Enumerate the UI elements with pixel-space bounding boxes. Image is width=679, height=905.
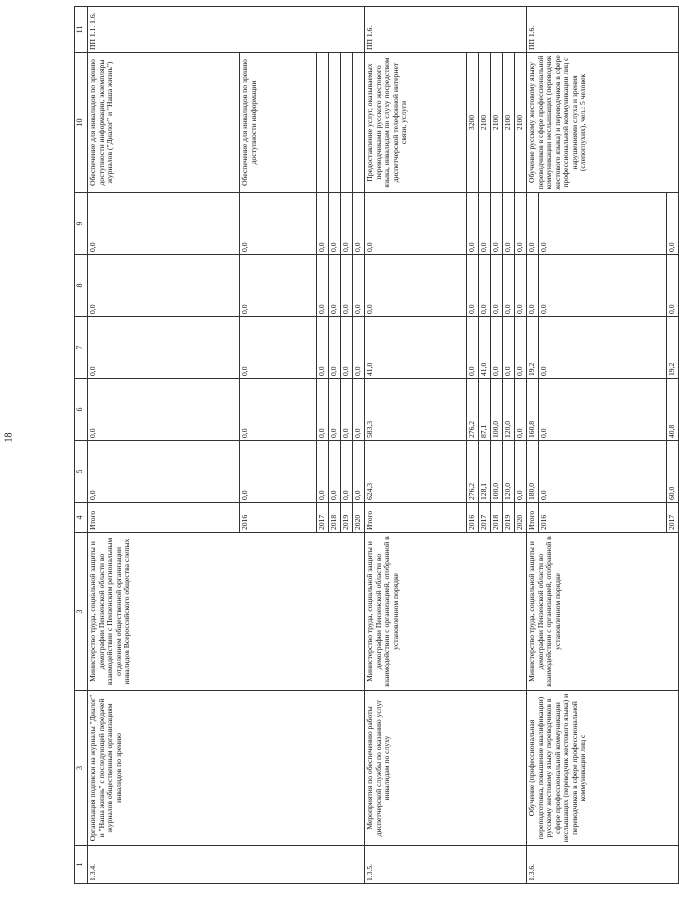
header-row	[75, 7, 88, 884]
value-cell: 100,0	[491, 379, 503, 441]
value-cell: 0,0	[353, 317, 365, 379]
value-cell: 0,0	[491, 255, 503, 317]
year-cell: 2020	[515, 503, 527, 533]
indicator-cell: Обеспечение для инвалидов по зрению доступности информации	[240, 53, 317, 193]
value-cell: 160,8	[527, 379, 539, 441]
value-cell: 128,1	[479, 441, 491, 503]
header-cell: 11	[75, 7, 88, 53]
value-cell: 0,0	[353, 441, 365, 503]
value-cell: 0,0	[353, 255, 365, 317]
value-cell: 0,0	[240, 193, 317, 255]
table-row	[527, 7, 539, 884]
header-cell: 8	[75, 255, 88, 317]
executor: Министерство труда, социальной защиты и демографии Пензенской области во взаимодействии с организацией, отобранной в установленном порядке	[527, 533, 679, 691]
value-cell: 0,0	[88, 317, 240, 379]
indicator-cell: 2100	[515, 53, 527, 193]
program-table	[74, 6, 679, 884]
value-cell: 0,0	[329, 379, 341, 441]
value-cell: 0,0	[539, 193, 667, 255]
value-cell: 0,0	[479, 193, 491, 255]
header-cell: 3	[75, 691, 88, 846]
year-cell: 2019	[503, 503, 515, 533]
value-cell: 0,0	[341, 255, 353, 317]
item-number: 1.3.6.	[527, 846, 679, 884]
year-cell: 2018	[491, 503, 503, 533]
value-cell: 0,0	[317, 255, 329, 317]
header-cell: 6	[75, 379, 88, 441]
header-cell: 7	[75, 317, 88, 379]
value-cell: 0,0	[240, 441, 317, 503]
value-cell: 0,0	[467, 193, 479, 255]
value-cell: 180,0	[527, 441, 539, 503]
value-cell: 0,0	[539, 317, 667, 379]
value-cell: 0,0	[365, 193, 467, 255]
value-cell: 0,0	[317, 317, 329, 379]
value-cell: 0,0	[515, 255, 527, 317]
value-cell: 0,0	[240, 255, 317, 317]
value-cell: 120,0	[503, 379, 515, 441]
indicator-cell: Обеспечение для инвалидов по зрению доступности информации, экземпляры журналов ("Диалог" и "Наша жизнь")	[88, 53, 240, 193]
value-cell: 0,0	[491, 193, 503, 255]
program-code: ПП 1.6.	[527, 7, 679, 53]
program-code: ПП 1.1. 1.6.	[88, 7, 365, 53]
indicator-cell: Предоставление услуг, оказываемых переводчиками русского жестового языка, инвалидам по слуху посредством диспетчерской телефонной интернет связи, услуги	[365, 53, 467, 193]
value-cell: 0,0	[539, 379, 667, 441]
header-cell: 5	[75, 441, 88, 503]
event-description: Мероприятия по обеспечению работы диспетчерской службы по оказанию услуг инвалидам по слуху	[365, 691, 527, 846]
value-cell: 0,0	[329, 255, 341, 317]
indicator-cell	[329, 53, 341, 193]
indicator-cell: 2100	[503, 53, 515, 193]
year-cell: 2017	[667, 503, 679, 533]
year-cell: Итого	[88, 503, 240, 533]
value-cell: 0,0	[527, 255, 539, 317]
value-cell: 41,0	[479, 317, 491, 379]
value-cell: 0,0	[365, 255, 467, 317]
value-cell: 19,2	[527, 317, 539, 379]
executor: Министерство труда, социальной защиты и демографии Пензенской области во взаимодействии с Пензенским региональным отделением общественной организации инвалидов Всероссийского общества слепых	[88, 533, 365, 691]
value-cell: 0,0	[329, 441, 341, 503]
year-cell: 2018	[329, 503, 341, 533]
indicator-cell	[317, 53, 329, 193]
value-cell: 0,0	[515, 441, 527, 503]
value-cell: 0,0	[667, 255, 679, 317]
value-cell: 0,0	[491, 317, 503, 379]
indicator-cell: 3200	[467, 53, 479, 193]
value-cell: 0,0	[88, 255, 240, 317]
year-cell: 2016	[467, 503, 479, 533]
value-cell: 0,0	[467, 317, 479, 379]
value-cell: 0,0	[467, 255, 479, 317]
header-cell: 1	[75, 846, 88, 884]
value-cell: 19,2	[667, 317, 679, 379]
value-cell: 0,0	[515, 317, 527, 379]
value-cell: 0,0	[341, 441, 353, 503]
value-cell: 0,0	[341, 193, 353, 255]
page-number: 18	[3, 432, 15, 443]
value-cell: 0,0	[353, 193, 365, 255]
year-cell: 2020	[353, 503, 365, 533]
value-cell: 276,2	[467, 379, 479, 441]
executor: Министерство труда, социальной защиты и демографии Пензенской области во взаимодействии с организацией, отобранной в установленном порядке	[365, 533, 527, 691]
event-description: Организация подписки на журналы "Диалог" и "Наша жизнь" с последующей передачей журналов общественным организациям инвалидов по зрению	[88, 691, 365, 846]
value-cell: 583,3	[365, 379, 467, 441]
value-cell: 0,0	[329, 193, 341, 255]
indicator-cell: Обучение русскому жестовому языку переводчиков в сфере профессиональной коммуникации неслышащих (переводчик жестового языка) и переводчиков в сфере профессиональной коммуникации лиц с нарушениями слуха и зрения (слепоглухих), чел.: 5 человек	[527, 53, 679, 193]
header-cell: 3	[75, 533, 88, 691]
table-row	[88, 7, 240, 884]
value-cell: 0,0	[88, 193, 240, 255]
value-cell: 0,0	[503, 317, 515, 379]
value-cell: 0,0	[515, 379, 527, 441]
table-row	[365, 7, 467, 884]
indicator-cell: 2100	[479, 53, 491, 193]
value-cell: 87,1	[479, 379, 491, 441]
value-cell: 120,0	[503, 441, 515, 503]
value-cell: 0,0	[240, 317, 317, 379]
event-description: Обучение (профессиональная переподготовка, повышение квалификации) русскому жестовому языку переводчиков в сфере профессиональной коммуникации неслышащих (переводчик жестового языка) и переводчиков в сфере профессиональной коммуникации лиц с	[527, 691, 679, 846]
value-cell: 0,0	[317, 193, 329, 255]
value-cell: 0,0	[240, 379, 317, 441]
section-1-3-5	[365, 7, 527, 884]
item-number: 1.3.4.	[88, 846, 365, 884]
rotated-table-frame	[74, 7, 676, 884]
value-cell: 100,0	[491, 441, 503, 503]
year-cell: 2016	[240, 503, 317, 533]
section-1-3-6	[527, 7, 679, 884]
value-cell: 0,0	[527, 193, 539, 255]
year-cell: Итого	[365, 503, 467, 533]
value-cell: 0,0	[539, 255, 667, 317]
value-cell: 0,0	[667, 193, 679, 255]
indicator-cell	[341, 53, 353, 193]
value-cell: 0,0	[353, 379, 365, 441]
header-cell: 10	[75, 53, 88, 193]
year-cell: 2016	[539, 503, 667, 533]
header-cell: 9	[75, 193, 88, 255]
section-1-3-4	[88, 7, 365, 884]
value-cell: 0,0	[479, 255, 491, 317]
value-cell: 0,0	[88, 379, 240, 441]
indicator-cell	[353, 53, 365, 193]
value-cell: 0,0	[503, 193, 515, 255]
value-cell: 60,0	[667, 441, 679, 503]
value-cell: 0,0	[341, 379, 353, 441]
indicator-cell: 2100	[491, 53, 503, 193]
value-cell: 0,0	[88, 441, 240, 503]
value-cell: 0,0	[539, 441, 667, 503]
program-code: ПП 1.6.	[365, 7, 527, 53]
value-cell: 276,2	[467, 441, 479, 503]
value-cell: 40,8	[667, 379, 679, 441]
value-cell: 0,0	[515, 193, 527, 255]
item-number: 1.3.5.	[365, 846, 527, 884]
year-cell: Итого	[527, 503, 539, 533]
value-cell: 624,3	[365, 441, 467, 503]
value-cell: 0,0	[341, 317, 353, 379]
header-cell: 4	[75, 503, 88, 533]
year-cell: 2017	[317, 503, 329, 533]
value-cell: 0,0	[317, 441, 329, 503]
year-cell: 2017	[479, 503, 491, 533]
value-cell: 41,0	[365, 317, 467, 379]
value-cell: 0,0	[317, 379, 329, 441]
year-cell: 2019	[341, 503, 353, 533]
value-cell: 0,0	[503, 255, 515, 317]
value-cell: 0,0	[329, 317, 341, 379]
